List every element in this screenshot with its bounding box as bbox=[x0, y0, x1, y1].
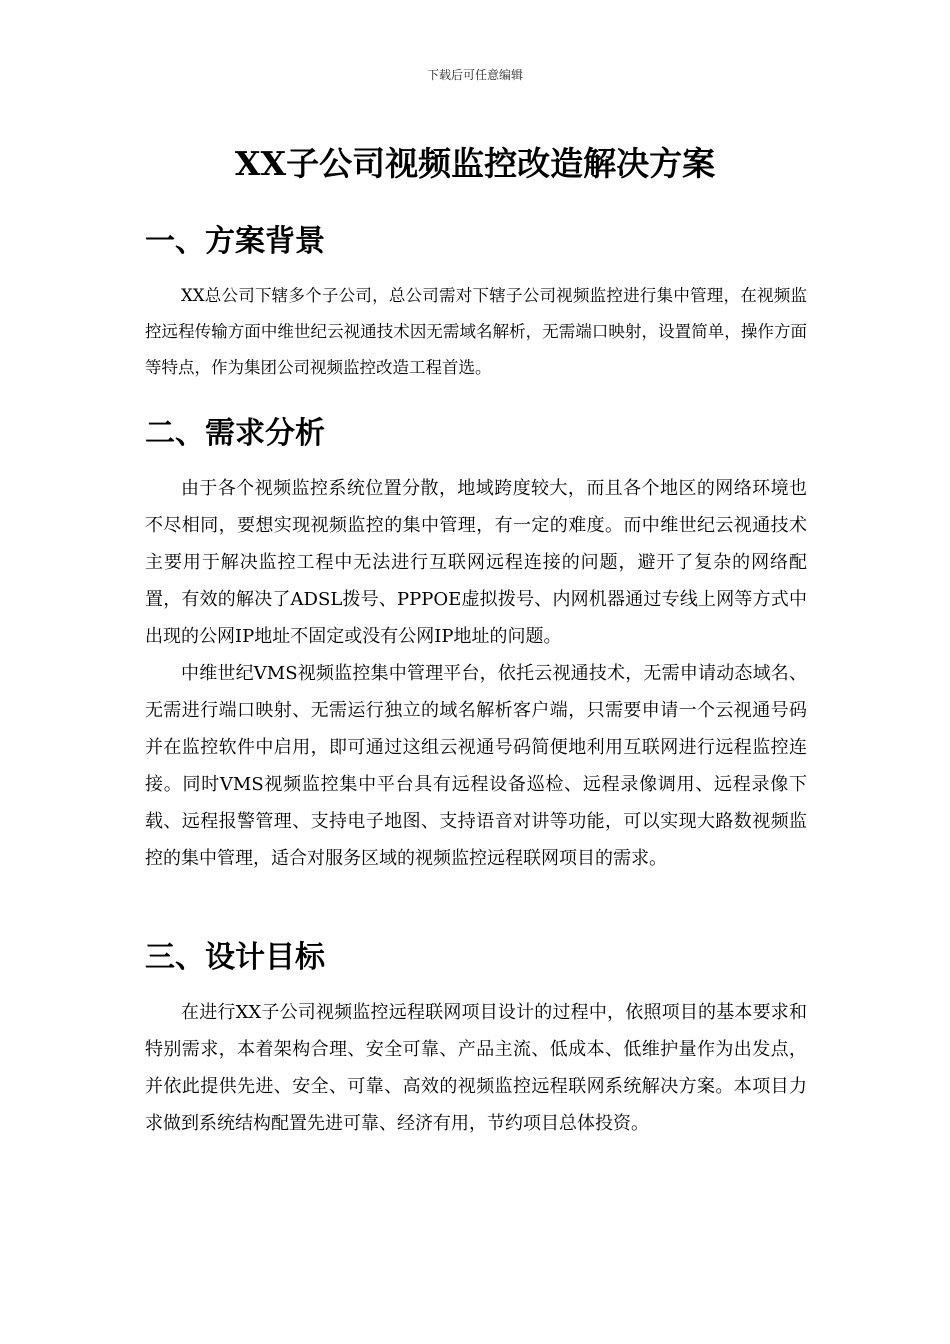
section-heading-design-goals: 三、设计目标 bbox=[145, 940, 325, 975]
paragraph-requirements-1: 由于各个视频监控系统位置分散，地域跨度较大，而且各个地区的网络环境也不尽相同，要想实现视频监控的集中管理，有一定的难度。而中维世纪云视通技术主要用于解决监控工程中无法进行互联网远程连接的问题，避开了复杂的网络配置，有效的解决了ADSL拨号、PPPOE虚拟拨号、内网机器通过专线上网等方式中出现的公网IP地址不固定或没有公网IP地址的问题。 bbox=[145, 478, 807, 647]
section-heading-background: 一、方案背景 bbox=[145, 224, 325, 259]
section-heading-requirements: 二、需求分析 bbox=[145, 416, 325, 451]
header-note: 下载后可任意编辑 bbox=[426, 68, 523, 82]
document-title: XX子公司视频监控改造解决方案 bbox=[234, 144, 716, 183]
paragraph-design-goals: 在进行XX子公司视频监控远程联网项目设计的过程中，依照项目的基本要求和特别需求，本着架构合理、安全可靠、产品主流、低成本、低维护量作为出发点，并依此提供先进、安全、可靠、高效的视频监控远程联网系统解决方案。本项目力求做到系统结构配置先进可靠、经济有用，节约项目总体投资。 bbox=[145, 1002, 807, 1134]
paragraph-background: XX总公司下辖多个子公司，总公司需对下辖子公司视频监控进行集中管理，在视频监控远程传输方面中维世纪云视通技术因无需域名解析，无需端口映射，设置简单，操作方面等特点，作为集团公司视频监控改造工程首选。 bbox=[145, 286, 807, 377]
paragraph-requirements-2: 中维世纪VMS视频监控集中管理平台，依托云视通技术，无需申请动态域名、无需进行端口映射、无需运行独立的域名解析客户端，只需要申请一个云视通号码并在监控软件中启用，即可通过这组云视通号码简便地利用互联网进行远程监控连接。同时VMS视频监控集中平台具有远程设备巡检、远程录像调用、远程录像下载、远程报警管理、支持电子地图、支持语音对讲等功能，可以实现大路数视频监控的集中管理，适合对服务区域的视频监控远程联网项目的需求。 bbox=[145, 663, 807, 869]
